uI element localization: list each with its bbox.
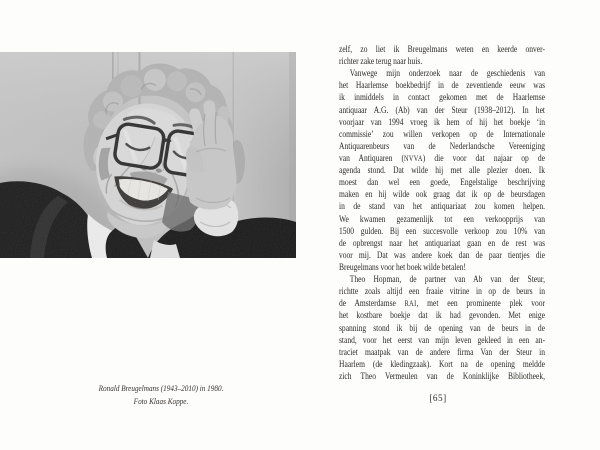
portrait-photo-svg — [0, 52, 296, 258]
text-line: traciet maatpak van de andere firma Van der Steur in — [339, 346, 546, 358]
text-line: de opbrengst naar het antiquariaat gaan en de rest was — [339, 237, 546, 249]
text-line: voorjaar van 1994 vroeg ik hem of hij het boekje ‘in — [339, 116, 546, 128]
text-line: zich Theo Vermeulen van de Koninklijke Bibliotheek, — [339, 370, 546, 382]
text-line: 1500 gulden. Bij een succesvolle verkoop zou 10% van — [339, 225, 546, 237]
body-text — [339, 44, 545, 383]
text-line: in de stand van het antiquariaat zou komen helpen. — [339, 201, 546, 213]
text-line: zelf, zo liet ik Breugelmans weten en keerde onver- — [339, 44, 546, 55]
text-line: moest dan wel een goede, Engelstalige beschrijving — [339, 177, 546, 189]
page-number: [65] — [429, 393, 447, 403]
photo-caption — [40, 382, 283, 408]
text-line: Vanwege mijn onderzoek naar de geschiedenis van — [349, 68, 546, 80]
text-line: Theo Hopman, de partner van Ab van der Steur, — [349, 274, 546, 286]
text-line: Antiquarenbeurs van de Nederlandsche Vereeniging — [339, 140, 546, 152]
text-line: maken en hij wilde ook graag dat ik op de beursdagen — [339, 189, 546, 201]
caption-line-2: Foto Klaas Koppe. — [133, 397, 189, 406]
caption-line-1: Ronald Breugelmans (1943–2010) in 1980. — [98, 384, 224, 393]
text-line: het Haarlemse boekbedrijf in de zeventiende eeuw was — [339, 80, 546, 92]
text-line: spanning stond ik bij de opening van de beurs in de — [339, 322, 546, 334]
text-line: antiquaar A.G. (Ab) van der Steur (1938–2012). In het — [339, 104, 546, 116]
portrait-photo — [0, 52, 296, 258]
text-line: agenda stond. Dat wilde hij met alle plezier doen. Ik — [339, 165, 546, 177]
text-line: richtte zoals altijd een fraaie vitrine in op de beurs in — [339, 286, 546, 298]
text-line: Breugelmans voor het boek wilde betalen! — [339, 261, 467, 273]
text-line: richter zake terug naar huis. — [339, 56, 423, 68]
text-line: voor mij. Dat was andere koek dan de paar tientjes die — [339, 249, 546, 261]
text-line: het kostbare boekje dat ik had gevonden. Met enige — [339, 310, 546, 322]
text-line: stand, voor het eerst van mijn leven gekleed in een an- — [339, 334, 546, 346]
text-line: van Antiquaren (NVVA) die voor dat najaar op de — [339, 152, 546, 164]
text-line: de Amsterdamse RAI, met een prominente plek voor — [339, 298, 546, 310]
text-line: We kwamen gezamenlijk tot een verkoopprijs van — [339, 213, 546, 225]
text-line: Haarlem (de kledingzaak). Kort na de opening meldde — [339, 358, 546, 370]
text-line: commissie’ zou willen verkopen op de Internationale — [339, 128, 546, 140]
text-line: ik inmiddels in contact gekomen met de Haarlemse — [339, 92, 546, 104]
